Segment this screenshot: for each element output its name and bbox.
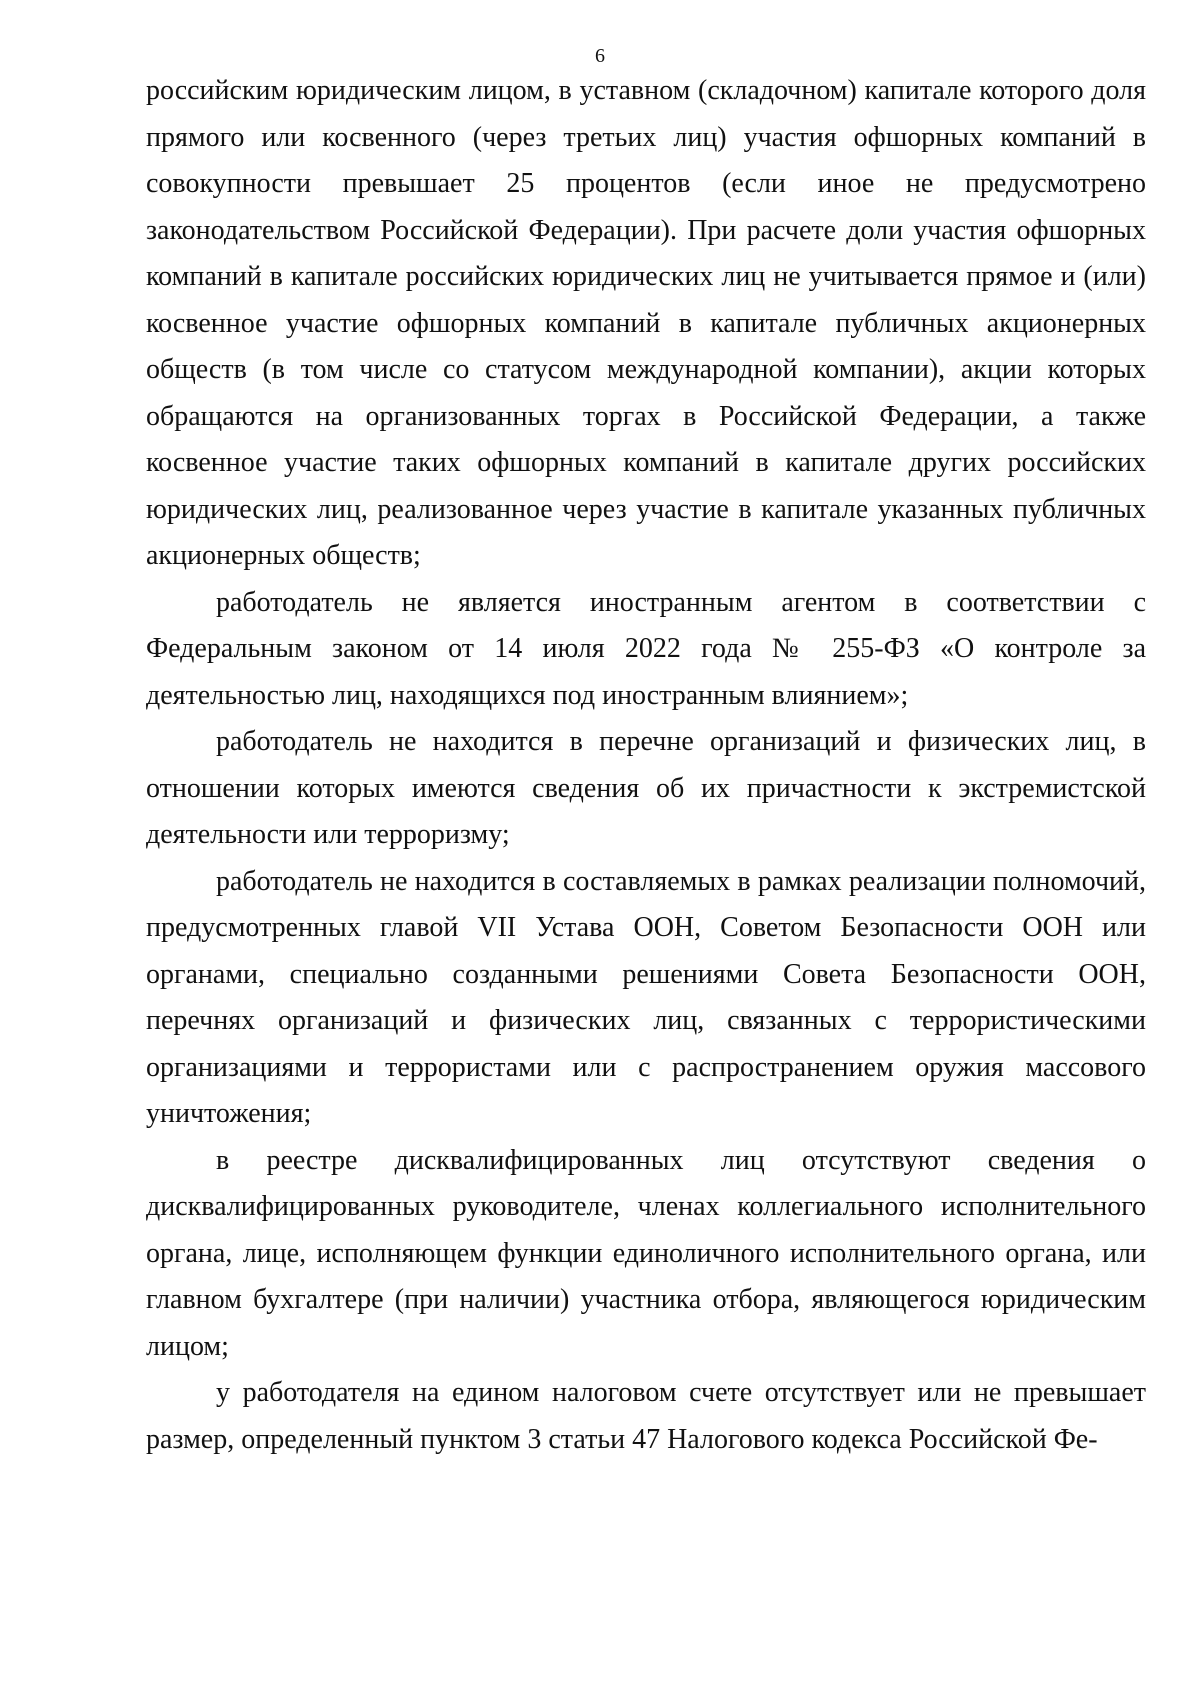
paragraph-tax-account: у работодателя на едином налоговом счете отсутствует или не превышает размер, определенный пунктом 3 статьи 47 Налогового кодекса Российской Фе-	[146, 1377, 1146, 1455]
paragraph-disqualified-persons: в реестре дисквалифицированных лиц отсутствуют сведения о дисквалифицированных руководителе, членах коллегиального исполнительного органа, лице, исполняющем функции единоличного исполнительного органа, или главном бухгалтере (при наличии) участника отбора, являющегося юридическим лицом;	[146, 1144, 1146, 1362]
paragraph-extremism-list: работодатель не находится в перечне организаций и физических лиц, в отношении которых имеются сведения об их причастности к экстремистской деятельности или терроризму;	[146, 726, 1146, 850]
paragraph-un-sanctions-list: работодатель не находится в составляемых в рамках реализации полномочий, предусмотренных главой VII Устава ООН, Советом Безопасности ООН или органами, специально созданными решениями Совета Безопасности ООН, перечнях организаций и физических лиц, связанных с террористическими организациями и террористами или с распространением оружия массового уничтожения;	[146, 865, 1146, 1129]
page-number: 6	[595, 45, 605, 67]
document-body	[146, 68, 1146, 1463]
paragraph-offshore-participation: российским юридическим лицом, в уставном (складочном) капитале которого доля прямого или косвенного (через третьих лиц) участия офшорных компаний в совокупности превышает 25 процентов (если иное не предусмотрено законодательством Российской Федерации). При расчете доли участия офшорных компаний в капитале российских юридических лиц не учитывается прямое и (или) косвенное участие офшорных компаний в капитале публичных акционерных обществ (в том числе со статусом международной компании), акции которых обращаются на организованных торгах в Российской Федерации, а также косвенное участие таких офшорных компаний в капитале других российских юридических лиц, реализованное через участие в капитале указанных публичных акционерных обществ;	[146, 75, 1146, 571]
paragraph-foreign-agent: работодатель не является иностранным агентом в соответствии с Федеральным законом от 14 июля 2022 года № 255-ФЗ «О контроле за деятельностью лиц, находящихся под иностранным влиянием»;	[146, 586, 1146, 711]
